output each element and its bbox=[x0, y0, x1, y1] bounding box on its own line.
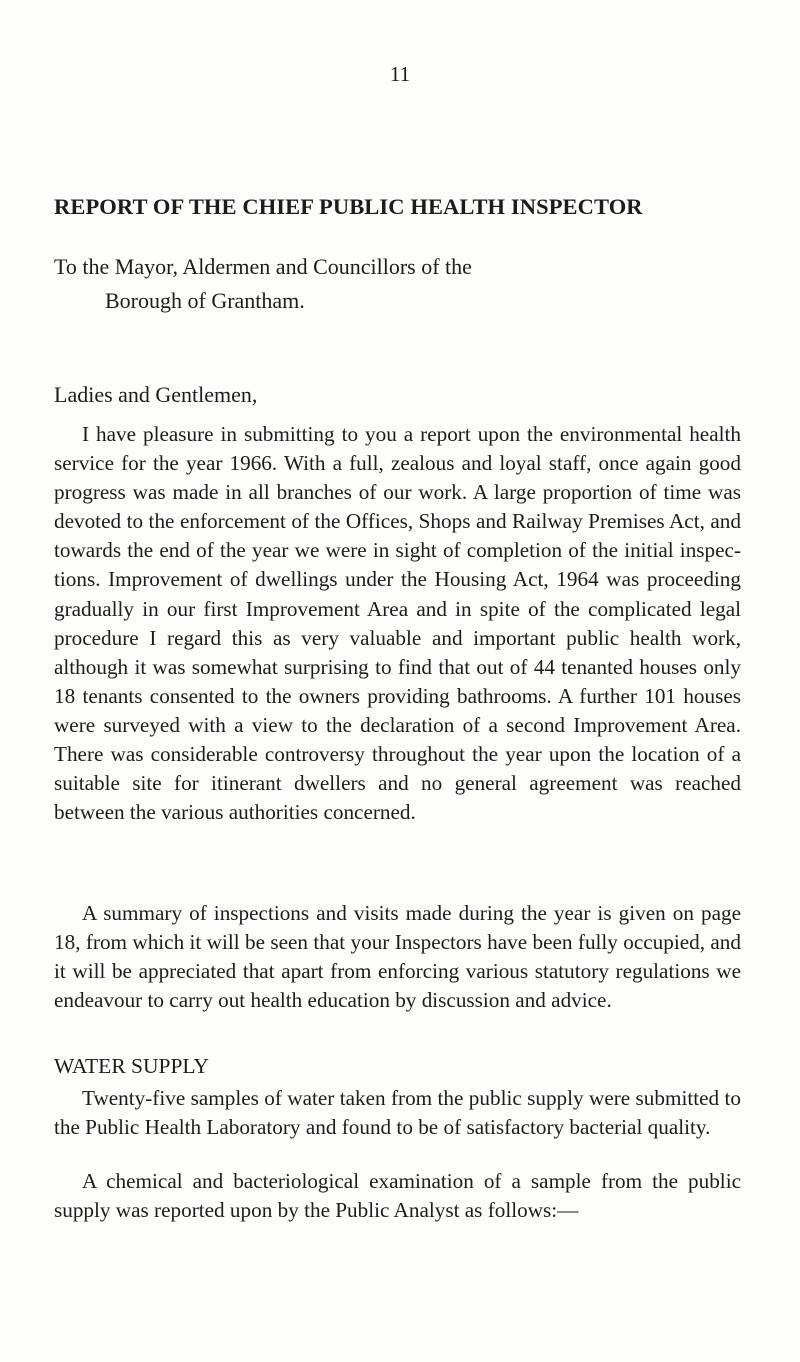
report-title: REPORT OF THE CHIEF PUBLIC HEALTH INSPECTOR bbox=[54, 194, 643, 219]
body-paragraph: A summary of inspections and visits made during the year is given on page 18, from which it will be seen that your Inspectors have been fully occupied, and it will be appreciated that apart from enforcing various statutory regulations we endeavour to carry out health education by discussion and advice. bbox=[54, 901, 741, 1013]
water-paragraph-1-container bbox=[54, 1084, 741, 1142]
body-paragraph-1-container bbox=[54, 420, 741, 827]
addressee-line-1: To the Mayor, Aldermen and Councillors of the bbox=[54, 254, 472, 279]
body-paragraph: I have pleasure in submitting to you a report upon the environmental health service for the year 1966. With a full, zealous and loyal staff, once again good progress was made in all branches of our work. A large proportion of time was devoted to the enforcement of the Offices, Shops and Railway Premises Act, and towards the end of the year we were in sight of completion of the initial inspections. Improvement of dwellings under the Housing Act, 1964 was proceeding gradually in our first Improvement Area and in spite of the complicated legal procedure I regard this as very valuable and important public health work, although it was somewhat surprising to find that out of 44 tenanted houses only 18 tenants consented to the owners providing bathrooms. A further 101 houses were surveyed with a view to the declaration of a second Improvement Area. There was considerable controversy throughout the year upon the location of a suitable site for itinerant dwellers and no general agreement was reached between the various authorities concerned. bbox=[54, 422, 741, 825]
page-number: 11 bbox=[389, 62, 411, 86]
body-paragraph-2-container bbox=[54, 899, 741, 1015]
water-paragraph-2-container bbox=[54, 1167, 741, 1225]
addressee-block bbox=[54, 250, 472, 318]
water-paragraph: A chemical and bacteriological examination of a sample from the public supply was reported upon by the Public Analyst as follows:— bbox=[54, 1169, 741, 1223]
water-paragraph: Twenty-five samples of water taken from the public supply were submitted to the Public Health Laboratory and found to be of satisfactory bacterial quality. bbox=[54, 1086, 741, 1140]
salutation: Ladies and Gentlemen, bbox=[54, 382, 258, 407]
section-heading-water-supply: WATER SUPPLY bbox=[54, 1054, 209, 1078]
addressee-line-2: Borough of Grantham. bbox=[105, 288, 305, 313]
